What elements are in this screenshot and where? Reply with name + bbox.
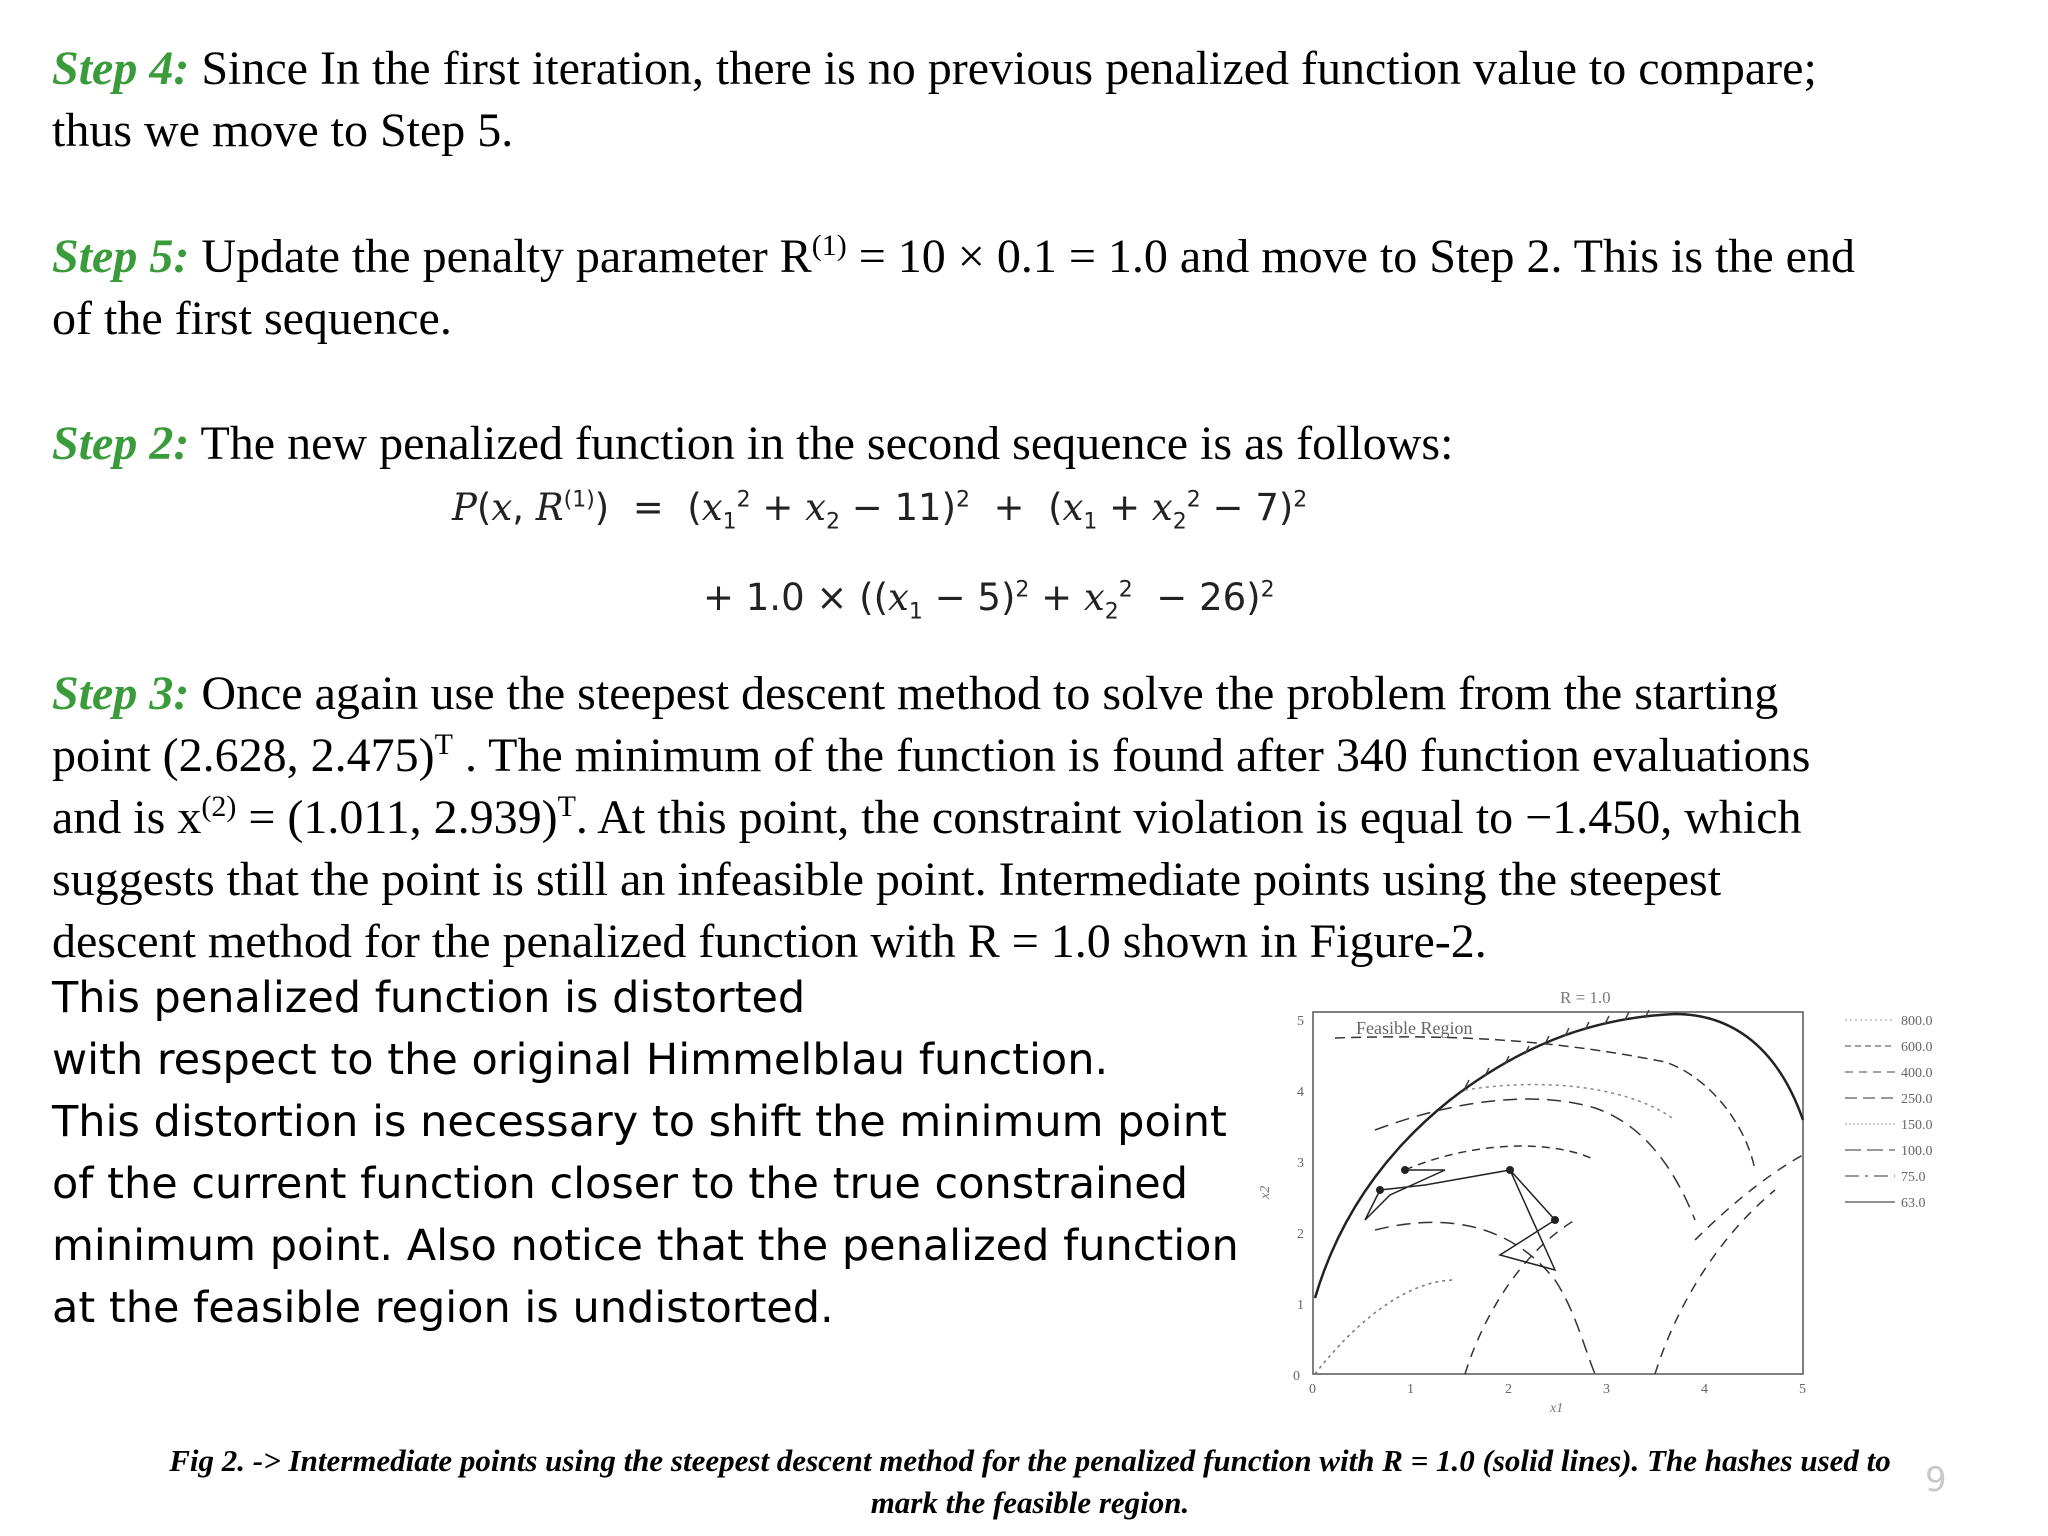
ytick-5: 5 xyxy=(1297,1014,1304,1029)
step4-line2: thus we move to Step 5. xyxy=(52,104,514,157)
caption-line1: Fig 2. -> Intermediate points using the steepest descent method for the penalized function with R = 1.0 (solid lines). The hashes used to xyxy=(169,1443,1891,1478)
legend-150: 150.0 xyxy=(1901,1118,1933,1133)
search-path xyxy=(1365,1170,1555,1270)
side-text-line-4: of the current function closer to the true constrained xyxy=(52,1159,1188,1209)
step3-line3a: and is x xyxy=(52,791,202,844)
ytick-4: 4 xyxy=(1297,1085,1304,1100)
equation-line2: + $1.0 \times ((x_1 - 5)^2 + x_2^2 - 26)^2$ xyxy=(703,576,1275,625)
contour-figure xyxy=(1255,980,2035,1420)
step3-paragraph xyxy=(52,663,2012,973)
xtick-2: 2 xyxy=(1505,1382,1512,1397)
step3-line4: suggests that the point is still an infeasible point. Intermediate points using the steepest xyxy=(52,853,1722,906)
feasible-boundary xyxy=(1315,1014,1803,1298)
step3-line2a: point (2.628, 2.475) xyxy=(52,729,435,782)
ytick-1: 1 xyxy=(1297,1298,1304,1313)
step2-text: The new penalized function in the second sequence is as follows: xyxy=(200,417,1454,470)
side-text-line-2: with respect to the original Himmelblau function. xyxy=(52,1035,1109,1085)
step2-label: Step 2: xyxy=(52,417,190,470)
step3-line3b: = (1.011, 2.939) xyxy=(236,791,558,844)
contour-lines xyxy=(1315,1037,1803,1374)
legend-250: 250.0 xyxy=(1901,1092,1933,1107)
equation-line1: P(x, $R^{(1)}) = (x_1^2 + x_2 - 11)^2 + (x_1 + x_2^2 - 7)^2$ xyxy=(452,486,1308,535)
step3-line2sup: T xyxy=(434,728,453,761)
side-text-line-5: minimum point. Also notice that the penalized function xyxy=(52,1221,1239,1271)
xtick-3: 3 xyxy=(1603,1382,1610,1397)
step3-line3sup2: T xyxy=(557,790,576,823)
step2-paragraph xyxy=(52,413,2012,475)
ytick-0: 0 xyxy=(1293,1369,1300,1384)
legend xyxy=(1845,1014,1933,1211)
feasible-hashes xyxy=(1465,1010,1649,1088)
step5-sup: (1) xyxy=(811,229,847,262)
legend-400: 400.0 xyxy=(1901,1066,1933,1081)
figure-title: R = 1.0 xyxy=(1560,988,1611,1007)
xtick-5: 5 xyxy=(1799,1382,1806,1397)
y-axis-label: x2 xyxy=(1258,1185,1273,1199)
page-number: 9 xyxy=(1925,1460,1947,1500)
legend-800: 800.0 xyxy=(1901,1014,1933,1029)
xtick-1: 1 xyxy=(1407,1382,1414,1397)
caption-line2: mark the feasible region. xyxy=(870,1485,1190,1520)
step3-line1: Once again use the steepest descent method to solve the problem from the starting xyxy=(201,667,1779,720)
ytick-2: 2 xyxy=(1297,1227,1304,1242)
side-text-line-6: at the feasible region is undistorted. xyxy=(52,1283,834,1333)
feasible-region-label: Feasible Region xyxy=(1356,1018,1473,1038)
step3-label: Step 3: xyxy=(52,667,190,720)
legend-600: 600.0 xyxy=(1901,1040,1933,1055)
legend-75: 75.0 xyxy=(1901,1170,1926,1185)
legend-63: 63.0 xyxy=(1901,1196,1926,1211)
step4-paragraph xyxy=(52,38,2012,162)
ytick-3: 3 xyxy=(1297,1156,1304,1171)
step5-paragraph xyxy=(52,226,2012,350)
xtick-4: 4 xyxy=(1701,1382,1708,1397)
step3-line5: descent method for the penalized function with R = 1.0 shown in Figure-2. xyxy=(52,915,1487,968)
side-text-line-1: This penalized function is distorted xyxy=(52,973,806,1023)
step5-label: Step 5: xyxy=(52,230,190,283)
step3-line2b: . The minimum of the function is found after 340 function evaluations xyxy=(452,729,1811,782)
step4-line1: Since In the first iteration, there is no previous penalized function value to compare; xyxy=(201,42,1817,95)
step3-line3sup: (2) xyxy=(201,790,237,823)
legend-100: 100.0 xyxy=(1901,1144,1933,1159)
step4-label: Step 4: xyxy=(52,42,190,95)
step5-pre: Update the penalty parameter R xyxy=(201,230,812,283)
plot-frame xyxy=(1313,1012,1803,1374)
x-axis-label: x1 xyxy=(1550,1401,1564,1416)
step5-line2: of the first sequence. xyxy=(52,292,452,345)
side-text-line-3: This distortion is necessary to shift the minimum point xyxy=(52,1097,1227,1147)
xtick-0: 0 xyxy=(1309,1382,1316,1397)
step3-line3c: . At this point, the constraint violation is equal to −1.450, which xyxy=(575,791,1802,844)
figure-caption xyxy=(60,1440,2000,1524)
step5-post: = 10 × 0.1 = 1.0 and move to Step 2. This is the end xyxy=(846,230,1855,283)
